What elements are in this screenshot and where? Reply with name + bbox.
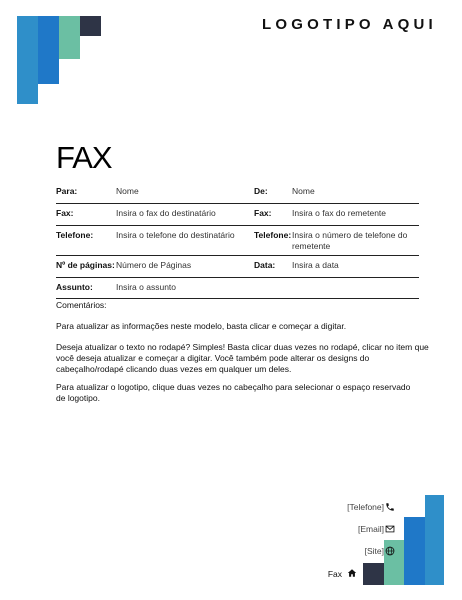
divider: [56, 255, 419, 256]
fax-label: Fax:: [56, 208, 74, 218]
header-bar-darkblue: [38, 16, 59, 84]
footer-bar-navy: [363, 563, 384, 585]
phone-icon: [385, 502, 395, 512]
date-value[interactable]: Insira a data: [292, 260, 339, 270]
fax2-label: Fax:: [254, 208, 272, 218]
pages-value[interactable]: Número de Páginas: [116, 260, 192, 270]
subject-value[interactable]: Insira o assunto: [116, 282, 177, 292]
pages-label: Nº de páginas:: [56, 260, 115, 270]
page-title: FAX: [56, 140, 112, 175]
header-bar-teal: [59, 16, 80, 59]
subject-label: Assunto:: [56, 282, 93, 292]
footer-email[interactable]: [Email]: [358, 524, 384, 534]
globe-icon: [385, 546, 395, 556]
from-label: De:: [254, 186, 268, 196]
from-value[interactable]: Nome: [292, 186, 315, 196]
logo-placeholder[interactable]: LOGOTIPO AQUI: [262, 16, 437, 33]
fax-value[interactable]: Insira o fax do destinatário: [116, 208, 216, 218]
paragraph-2[interactable]: Deseja atualizar o texto no rodapé? Simples! Basta clicar duas vezes no rodapé, clicar no item que você deseja atualizar e começar a digitar. Você também pode alterar os designs do cabeçalho/rodapé clicando duas vezes em qualquer um deles.: [56, 342, 429, 374]
divider: [56, 203, 419, 204]
footer-bar-blue: [425, 495, 444, 585]
date-label: Data:: [254, 260, 276, 270]
phone-value[interactable]: Insira o telefone do destinatário: [116, 230, 235, 240]
phone2-value[interactable]: Insira o número de telefone do remetente: [292, 230, 408, 251]
paragraph-3[interactable]: Para atualizar o logotipo, clique duas vezes no cabeçalho para selecionar o espaço reservado de logotipo.: [56, 382, 411, 403]
divider: [56, 277, 419, 278]
header-bar-navy: [80, 16, 101, 36]
phone2-label: Telefone:: [254, 230, 292, 240]
home-icon: [347, 568, 357, 578]
phone-label: Telefone:: [56, 230, 94, 240]
email-icon: [385, 524, 395, 534]
footer-fax[interactable]: Fax: [327, 569, 342, 579]
header-bar-blue: [17, 16, 38, 104]
divider: [56, 298, 419, 299]
footer-site[interactable]: [Site]: [364, 546, 384, 556]
divider: [56, 225, 419, 226]
footer-bar-darkblue: [404, 517, 425, 585]
to-label: Para:: [56, 186, 78, 196]
paragraph-1[interactable]: Para atualizar as informações neste modelo, basta clicar e começar a digitar.: [56, 321, 347, 331]
fax2-value[interactable]: Insira o fax do remetente: [292, 208, 387, 218]
to-value[interactable]: Nome: [116, 186, 139, 196]
comments-label: Comentários:: [56, 300, 107, 310]
footer-phone[interactable]: [Telefone]: [347, 502, 384, 512]
